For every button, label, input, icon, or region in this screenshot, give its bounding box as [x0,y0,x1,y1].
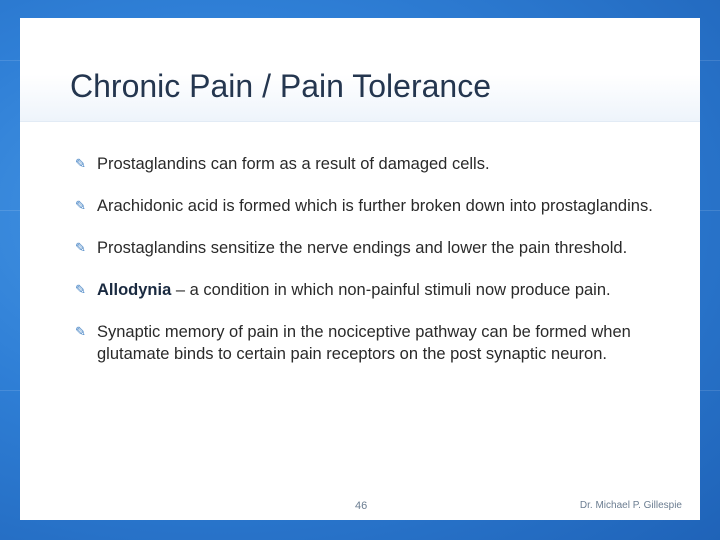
pencil-icon: ✎ [75,156,86,171]
bullet-list [75,153,665,385]
pencil-icon: ✎ [75,240,86,255]
bullet-text: Prostaglandins can form as a result of damaged cells. [97,155,490,173]
bullet-text: Arachidonic acid is formed which is further broken down into prostaglandins. [97,197,653,215]
pencil-icon: ✎ [75,324,86,339]
pencil-icon: ✎ [75,282,86,297]
title-band [20,18,700,122]
bullet-item [75,153,665,175]
slide [20,18,700,520]
author-credit: Dr. Michael P. Gillespie [579,500,682,511]
slide-title: Chronic Pain / Pain Tolerance [70,68,491,104]
bullet-item [75,279,665,301]
bullet-item [75,321,665,365]
bullet-text: – a condition in which non-painful stimuli now produce pain. [171,281,611,299]
pencil-icon: ✎ [75,198,86,213]
page-number: 46 [355,500,368,512]
bullet-item [75,195,665,217]
bullet-text: Synaptic memory of pain in the nociceptive pathway can be formed when glutamate binds to certain pain receptors on the post synaptic neuron. [97,323,631,363]
bullet-bold-term: Allodynia [97,281,172,299]
bullet-item [75,237,665,259]
bullet-text: Prostaglandins sensitize the nerve endings and lower the pain threshold. [97,239,628,257]
